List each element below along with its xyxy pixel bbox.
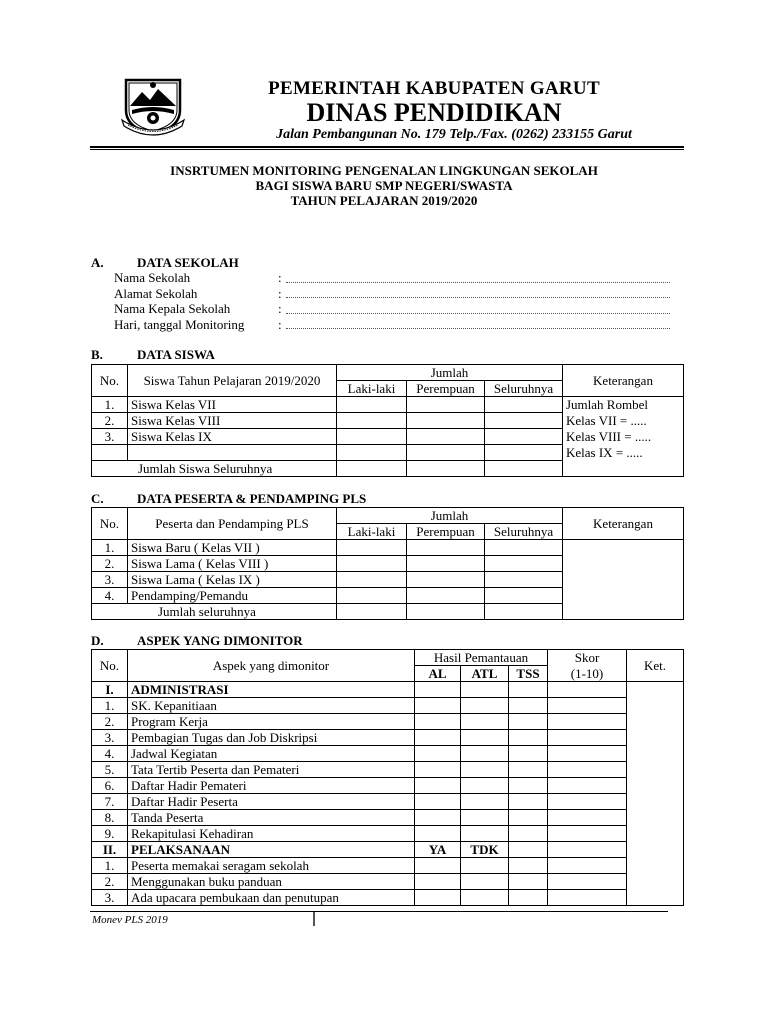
row-no: 2. <box>92 874 128 890</box>
row-no: 3. <box>92 730 128 746</box>
field-label-kepala-sekolah: Nama Kepala Sekolah <box>114 301 231 316</box>
row-keterangan: Jumlah Rombel <box>563 397 684 413</box>
section-b-heading <box>91 347 215 363</box>
cell-tss[interactable] <box>509 698 548 714</box>
cell-perempuan[interactable] <box>407 445 485 461</box>
table-row <box>92 730 684 746</box>
section-d-num: D. <box>91 633 104 648</box>
row-no: 4. <box>92 746 128 762</box>
row-keterangan: Kelas VII = ..... <box>563 413 684 429</box>
cell-skor[interactable] <box>548 842 627 858</box>
cell-tdk[interactable] <box>461 874 509 890</box>
cell-atl[interactable] <box>461 730 509 746</box>
cell-laki[interactable] <box>337 397 407 413</box>
cell-skor[interactable] <box>548 698 627 714</box>
data-peserta-table <box>91 507 684 620</box>
row-no: 3. <box>92 429 128 445</box>
row-keterangan: Kelas VIII = ..... <box>563 429 684 445</box>
row-label: Siswa Kelas IX <box>128 429 337 445</box>
group-no: I. <box>92 682 128 698</box>
row-label: Menggunakan buku panduan <box>128 874 415 890</box>
row-no: 1. <box>92 858 128 874</box>
header-ket: Ket. <box>627 650 684 682</box>
cell-keterangan <box>563 461 684 477</box>
group-row-administrasi <box>92 682 684 698</box>
cell-al[interactable] <box>415 698 461 714</box>
row-no: 4. <box>92 588 128 604</box>
row-label: Peserta memakai seragam sekolah <box>128 858 415 874</box>
cell-atl[interactable] <box>461 810 509 826</box>
cell-al[interactable] <box>415 746 461 762</box>
cell-atl[interactable] <box>461 762 509 778</box>
row-no: 1. <box>92 397 128 413</box>
row-no: 2. <box>92 556 128 572</box>
cell-atl[interactable] <box>461 698 509 714</box>
field-colon: : <box>278 317 282 332</box>
section-d-title: ASPEK YANG DIMONITOR <box>137 633 303 648</box>
alamat-sekolah-fill-line[interactable] <box>286 297 670 298</box>
header-tss: TSS <box>509 666 548 682</box>
table-row <box>92 714 684 730</box>
nama-sekolah-fill-line[interactable] <box>286 282 670 283</box>
field-colon: : <box>278 270 282 285</box>
section-a-title: DATA SEKOLAH <box>137 255 239 270</box>
header-perempuan: Perempuan <box>407 381 485 397</box>
cell-tss[interactable] <box>509 762 548 778</box>
cell-laki[interactable] <box>337 461 407 477</box>
header-peserta: Peserta dan Pendamping PLS <box>128 508 337 540</box>
cell-al[interactable] <box>415 778 461 794</box>
cell-perempuan[interactable] <box>407 556 485 572</box>
cell-seluruh[interactable] <box>485 445 563 461</box>
cell-al[interactable] <box>415 794 461 810</box>
cell-atl[interactable] <box>461 778 509 794</box>
cell-laki[interactable] <box>337 413 407 429</box>
header-seluruhnya: Seluruhnya <box>485 381 563 397</box>
row-label: Tata Tertib Peserta dan Pemateri <box>128 762 415 778</box>
header-seluruhnya: Seluruhnya <box>485 524 563 540</box>
table-row <box>92 890 684 906</box>
cell-atl[interactable] <box>461 714 509 730</box>
table-row <box>92 397 684 413</box>
table-row <box>92 778 684 794</box>
header-al: AL <box>415 666 461 682</box>
row-keterangan: Kelas IX = ..... <box>563 445 684 461</box>
header-siswa: Siswa Tahun Pelajaran 2019/2020 <box>128 365 337 397</box>
group-label: ADMINISTRASI <box>128 682 415 698</box>
header-no: No. <box>92 508 128 540</box>
footer-rule <box>90 911 668 912</box>
field-label-hari-tanggal: Hari, tanggal Monitoring <box>114 317 245 332</box>
header-hasil-pemantauan: Hasil Pemantauan <box>415 650 548 666</box>
cell-ya[interactable] <box>415 874 461 890</box>
row-label: Pendamping/Pemandu <box>128 588 337 604</box>
cell-seluruh[interactable] <box>485 556 563 572</box>
cell-skor[interactable] <box>548 810 627 826</box>
cell-tdk[interactable] <box>461 858 509 874</box>
header-rule <box>90 146 684 148</box>
header-atl: ATL <box>461 666 509 682</box>
cell-ket[interactable] <box>627 682 684 906</box>
aspek-monitor-table <box>91 649 684 906</box>
cell-perempuan[interactable] <box>407 461 485 477</box>
cell-tdk[interactable] <box>461 890 509 906</box>
header-no: No. <box>92 365 128 397</box>
cell-skor[interactable] <box>548 826 627 842</box>
header-rule-thin <box>90 149 684 150</box>
cell-tss[interactable] <box>509 794 548 810</box>
header-dept: DINAS PENDIDIKAN <box>306 98 562 127</box>
footer-tick-mark <box>313 912 315 926</box>
row-label: Siswa Kelas VII <box>128 397 337 413</box>
row-label: Program Kerja <box>128 714 415 730</box>
row-label: Siswa Kelas VIII <box>128 413 337 429</box>
row-label: Siswa Lama ( Kelas IX ) <box>128 572 337 588</box>
cell-tss[interactable] <box>509 826 548 842</box>
cell-perempuan[interactable] <box>407 540 485 556</box>
cell-perempuan[interactable] <box>407 588 485 604</box>
cell-laki[interactable] <box>337 604 407 620</box>
cell-skor[interactable] <box>548 730 627 746</box>
header-no: No. <box>92 650 128 682</box>
cell-skor[interactable] <box>548 858 627 874</box>
row-no: 8. <box>92 810 128 826</box>
cell-skor[interactable] <box>548 762 627 778</box>
row-label: Siswa Lama ( Kelas VIII ) <box>128 556 337 572</box>
cell-seluruh[interactable] <box>485 397 563 413</box>
cell-tss[interactable] <box>509 746 548 762</box>
header-perempuan: Perempuan <box>407 524 485 540</box>
cell-tss[interactable] <box>509 714 548 730</box>
cell-perempuan[interactable] <box>407 397 485 413</box>
section-b-title: DATA SISWA <box>137 347 215 362</box>
cell-atl[interactable] <box>461 746 509 762</box>
table-row <box>92 858 684 874</box>
row-no: 9. <box>92 826 128 842</box>
table-row <box>92 810 684 826</box>
cell-al[interactable] <box>415 682 461 698</box>
cell-ya[interactable] <box>415 890 461 906</box>
cell-laki[interactable] <box>337 445 407 461</box>
header-aspek: Aspek yang dimonitor <box>128 650 415 682</box>
group-no: II. <box>92 842 128 858</box>
row-label: SK. Kepanitiaan <box>128 698 415 714</box>
row-label: Jadwal Kegiatan <box>128 746 415 762</box>
cell-tss[interactable] <box>509 730 548 746</box>
row-label: Ada upacara pembukaan dan penutupan <box>128 890 415 906</box>
table-row <box>92 762 684 778</box>
cell-seluruh[interactable] <box>485 413 563 429</box>
row-no: 7. <box>92 794 128 810</box>
cell-al[interactable] <box>415 826 461 842</box>
cell-perempuan[interactable] <box>407 572 485 588</box>
table-row <box>92 429 684 445</box>
field-colon: : <box>278 301 282 316</box>
cell-skor[interactable] <box>548 714 627 730</box>
cell-perempuan[interactable] <box>407 429 485 445</box>
header-keterangan: Keterangan <box>563 508 684 540</box>
row-no: 3. <box>92 890 128 906</box>
header-address: Jalan Pembangunan No. 179 Telp./Fax. (0262) 233155 Garut <box>276 127 632 142</box>
cell-perempuan[interactable] <box>407 413 485 429</box>
table-row <box>92 874 684 890</box>
section-d-heading <box>91 633 303 649</box>
cell-tss[interactable] <box>509 890 548 906</box>
cell-al[interactable] <box>415 730 461 746</box>
cell-al[interactable] <box>415 714 461 730</box>
cell-tss[interactable] <box>509 842 548 858</box>
table-row <box>92 794 684 810</box>
cell-laki[interactable] <box>337 540 407 556</box>
row-label: Siswa Baru ( Kelas VII ) <box>128 540 337 556</box>
cell-skor[interactable] <box>548 778 627 794</box>
kepala-sekolah-fill-line[interactable] <box>286 313 670 314</box>
doc-title-3: TAHUN PELAJARAN 2019/2020 <box>290 193 478 208</box>
header-laki-laki: Laki-laki <box>337 524 407 540</box>
cell-laki[interactable] <box>337 572 407 588</box>
footer-text: Monev PLS 2019 <box>92 914 168 926</box>
cell-tss[interactable] <box>509 874 548 890</box>
row-label <box>128 445 337 461</box>
cell-seluruh[interactable] <box>485 461 563 477</box>
cell-atl[interactable] <box>461 826 509 842</box>
cell-skor[interactable] <box>548 794 627 810</box>
data-siswa-table <box>91 364 684 477</box>
cell-seluruh[interactable] <box>485 540 563 556</box>
cell-ya[interactable] <box>415 858 461 874</box>
cell-tss[interactable] <box>509 682 548 698</box>
row-label: Tanda Peserta <box>128 810 415 826</box>
section-a-heading <box>91 255 239 271</box>
group-label: PELAKSANAAN <box>128 842 415 858</box>
row-no: 6. <box>92 778 128 794</box>
section-c-title: DATA PESERTA & PENDAMPING PLS <box>137 491 367 506</box>
row-no: 5. <box>92 762 128 778</box>
field-colon: : <box>278 286 282 301</box>
cell-seluruh[interactable] <box>485 572 563 588</box>
table-row <box>92 746 684 762</box>
hari-tanggal-fill-line[interactable] <box>286 328 670 329</box>
row-label: Daftar Hadir Pemateri <box>128 778 415 794</box>
row-no: 2. <box>92 413 128 429</box>
cell-skor[interactable] <box>548 890 627 906</box>
row-no: 2. <box>92 714 128 730</box>
row-no <box>92 445 128 461</box>
cell-al[interactable] <box>415 762 461 778</box>
row-no: 3. <box>92 572 128 588</box>
group-row-pelaksanaan <box>92 842 684 858</box>
row-no: 1. <box>92 698 128 714</box>
cell-seluruh[interactable] <box>485 588 563 604</box>
cell-perempuan[interactable] <box>407 604 485 620</box>
doc-title-1: INSRTUMEN MONITORING PENGENALAN LINGKUNGAN SEKOLAH <box>170 163 598 178</box>
header-jumlah: Jumlah <box>337 365 563 381</box>
cell-skor[interactable] <box>548 874 627 890</box>
cell-laki[interactable] <box>337 556 407 572</box>
section-b-num: B. <box>91 347 103 362</box>
table-row <box>92 445 684 461</box>
cell-laki[interactable] <box>337 429 407 445</box>
field-label-nama-sekolah: Nama Sekolah <box>114 270 191 285</box>
header-keterangan: Keterangan <box>563 365 684 397</box>
table-row <box>92 540 684 556</box>
cell-tss[interactable] <box>509 778 548 794</box>
cell-tss[interactable] <box>509 858 548 874</box>
cell-laki[interactable] <box>337 588 407 604</box>
doc-title-2: BAGI SISWA BARU SMP NEGERI/SWASTA <box>255 178 513 193</box>
header-laki-laki: Laki-laki <box>337 381 407 397</box>
section-c-heading <box>91 491 366 507</box>
cell-keterangan[interactable] <box>563 540 684 620</box>
table-row <box>92 413 684 429</box>
section-c-num: C. <box>91 491 104 506</box>
row-label: Rekapitulasi Kehadiran <box>128 826 415 842</box>
section-a-num: A. <box>91 255 104 270</box>
header-org: PEMERINTAH KABUPATEN GARUT <box>268 78 600 99</box>
row-no: 1. <box>92 540 128 556</box>
header-skor-range: (1-10) <box>548 666 627 682</box>
row-label: Daftar Hadir Peserta <box>128 794 415 810</box>
cell-al[interactable] <box>415 810 461 826</box>
cell-atl[interactable] <box>461 794 509 810</box>
header-tdk: TDK <box>461 842 509 858</box>
table-row <box>92 698 684 714</box>
cell-seluruh[interactable] <box>485 429 563 445</box>
row-label: Pembagian Tugas dan Job Diskripsi <box>128 730 415 746</box>
field-label-alamat-sekolah: Alamat Sekolah <box>114 286 198 301</box>
header-skor: Skor <box>548 650 627 666</box>
table-row-total <box>92 461 684 477</box>
total-label: Jumlah Siswa Seluruhnya <box>92 461 337 477</box>
header-jumlah: Jumlah <box>337 508 563 524</box>
total-label: Jumlah seluruhnya <box>92 604 337 620</box>
cell-skor[interactable] <box>548 682 627 698</box>
cell-tss[interactable] <box>509 810 548 826</box>
cell-seluruh[interactable] <box>485 604 563 620</box>
table-row <box>92 826 684 842</box>
header-ya: YA <box>415 842 461 858</box>
cell-skor[interactable] <box>548 746 627 762</box>
cell-atl[interactable] <box>461 682 509 698</box>
